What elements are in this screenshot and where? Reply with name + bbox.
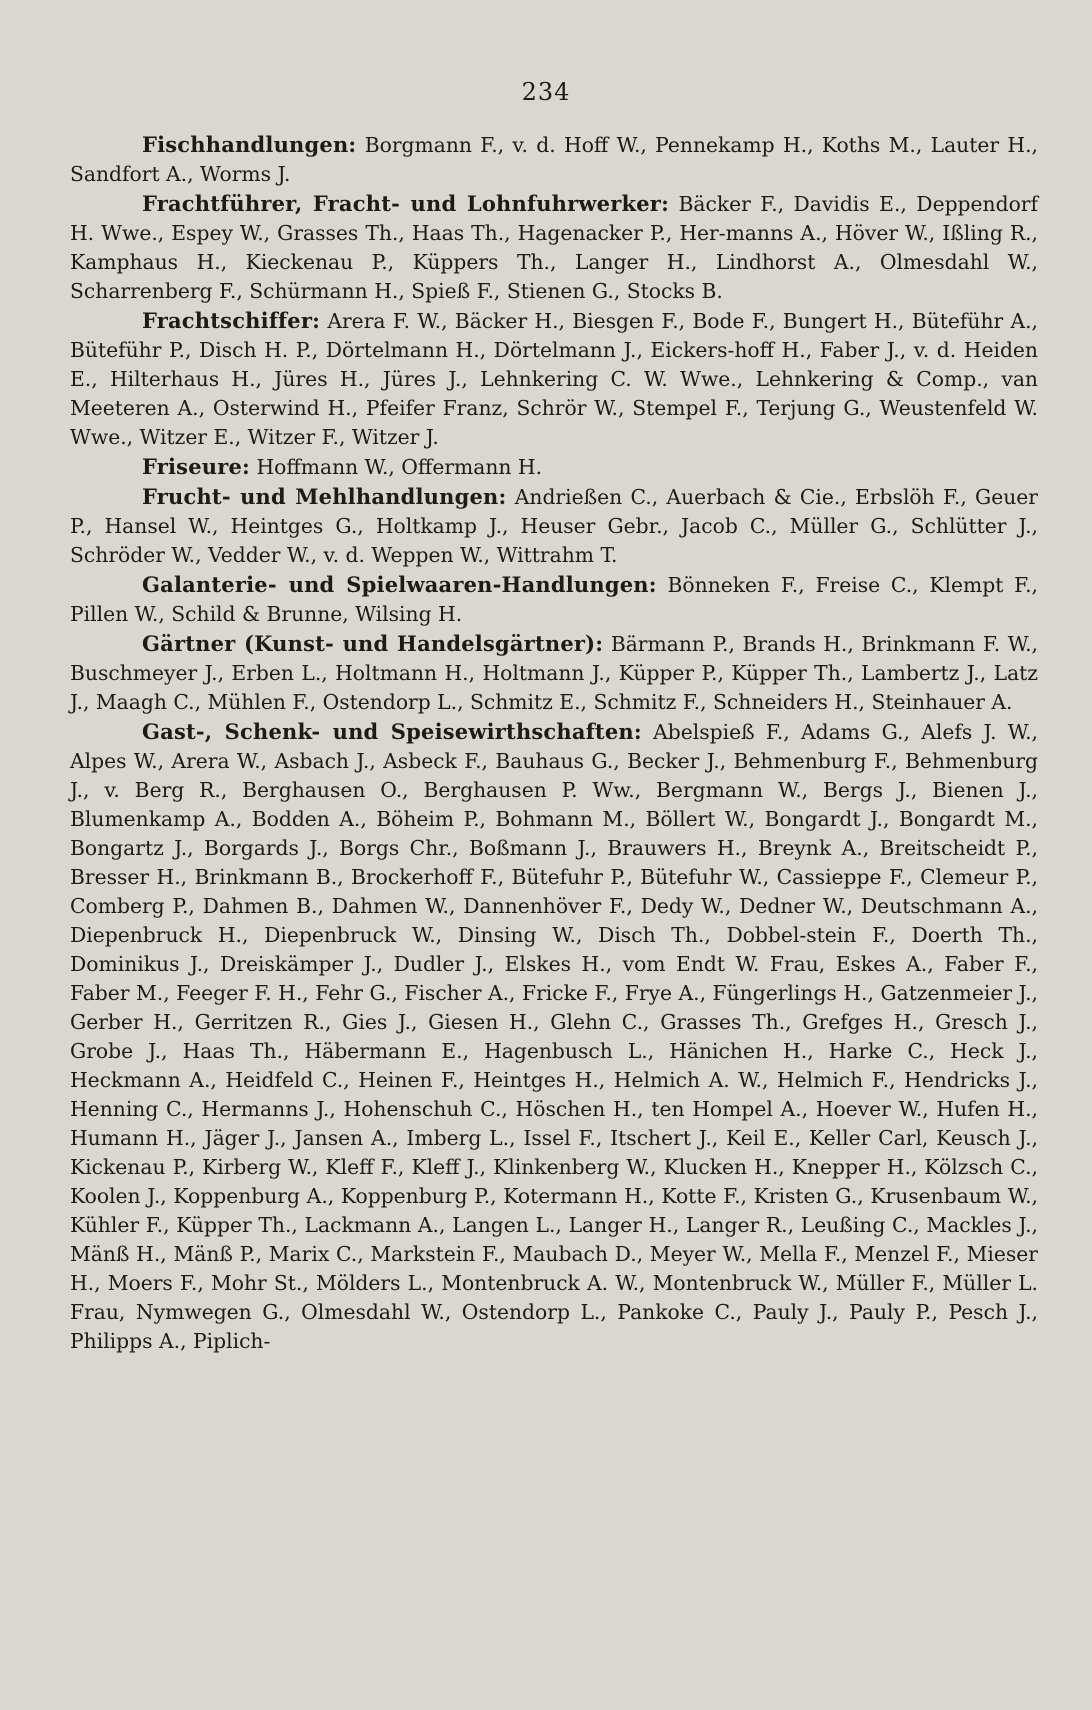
- category-listing: Hoffmann W., Offermann H.: [256, 455, 543, 479]
- directory-entry: [70, 130, 1038, 189]
- category-heading: Gärtner (Kunst- und Handelsgärtner):: [142, 631, 604, 656]
- category-listing: Abelspieß F., Adams G., Alefs J. W., Alpes W., Arera W., Asbach J., Asbeck F., Bauhaus G., Becker J., Behmenburg F., Behmenburg J., v. Berg R., Berghausen O., Berghausen P. Ww., Bergmann W., Bergs J., Bienen J., Blumenkamp A., Bodden A., Böheim P., Bohmann M., Böllert W., Bongardt J., Bongardt M., Bongartz J., Borgards J., Borgs Chr., Boßmann J., Brauwers H., Breynk A., Breitscheidt P., Bresser H., Brinkmann B., Brockerhoff F., Bütefuhr P., Bütefuhr W., Cassieppe F., Clemeur P., Comberg P., Dahmen B., Dahmen W., Dannenhöver F., Dedy W., Dedner W., Deutschmann A., Diepenbruck H., Diepenbruck W., Dinsing W., Disch Th., Dobbel-stein F., Doerth Th., Dominikus J., Dreiskämper J., Dudler J., Elskes H., vom Endt W. Frau, Eskes A., Faber F., Faber M., Feeger F. H., Fehr G., Fischer A., Fricke F., Frye A., Füngerlings H., Gatzenmeier J., Gerber H., Gerritzen R., Gies J., Giesen H., Glehn C., Grasses Th., Grefges H., Gresch J., Grobe J., Haas Th., Häbermann E., Hagenbusch L., Hänichen H., Harke C., Heck J., Heckmann A., Heidfeld C., Heinen F., Heintges H., Helmich A. W., Helmich F., Hendricks J., Henning C., Hermanns J., Hohenschuh C., Höschen H., ten Hompel A., Hoever W., Hufen H., Humann H., Jäger J., Jansen A., Imberg L., Issel F., Itschert J., Keil E., Keller Carl, Keusch J., Kickenau P., Kirberg W., Kleff F., Kleff J., Klinkenberg W., Klucken H., Knepper H., Kölzsch C., Koolen J., Koppenburg A., Koppenburg P., Kotermann H., Kotte F., Kristen G., Krusenbaum W., Kühler F., Küpper Th., Lackmann A., Langen L., Langer H., Langer R., Leußing C., Mackles J., Mänß H., Mänß P., Marix C., Markstein F., Maubach D., Meyer W., Mella F., Menzel F., Mieser H., Moers F., Mohr St., Mölders L., Montenbruck A. W., Montenbruck W., Müller F., Müller L. Frau, Nymwegen G., Olmesdahl W., Ostendorp L., Pankoke C., Pauly J., Pauly P., Pesch J., Philipps A., Piplich-: [70, 720, 1038, 1353]
- category-listing: Arera F. W., Bäcker H., Biesgen F., Bode F., Bungert H., Büteführ A., Büteführ P., Disch H. P., Dörtelmann H., Dörtelmann J., Eickers-hoff H., Faber J., v. d. Heiden E., Hilterhaus H., Jüres H., Jüres J., Lehnkering C. W. Wwe., Lehnkering & Comp., van Meeteren A., Osterwind H., Pfeifer Franz, Schrör W., Stempel F., Terjung G., Weustenfeld W. Wwe., Witzer E., Witzer F., Witzer J.: [70, 309, 1038, 449]
- directory-entry: [70, 482, 1038, 570]
- category-heading: Frucht- und Mehlhandlungen:: [142, 484, 507, 509]
- page-number: 234: [521, 78, 571, 106]
- category-heading: Friseure:: [142, 454, 251, 479]
- directory-entry: [70, 452, 1038, 482]
- directory-entry: [70, 717, 1038, 1356]
- category-listing: Bäcker F., Davidis E., Deppendorf H. Wwe., Espey W., Grasses Th., Haas Th., Hagenacker P., Her-manns A., Höver W., Ißling R., Kamphaus H., Kieckenau P., Küppers Th., Langer H., Lindhorst A., Olmesdahl W., Scharrenberg F., Schürmann H., Spieß F., Stienen G., Stocks B.: [70, 192, 1038, 303]
- category-listing: Bönneken F., Freise C., Klempt F., Pillen W., Schild & Brunne, Wilsing H.: [70, 573, 1038, 626]
- category-listing: Bärmann P., Brands H., Brinkmann F. W., Buschmeyer J., Erben L., Holtmann H., Holtmann J., Küpper P., Küpper Th., Lambertz J., Latz J., Maagh C., Mühlen F., Ostendorp L., Schmitz E., Schmitz F., Schneiders H., Steinhauer A.: [70, 632, 1038, 714]
- category-heading: Frachtschiffer:: [142, 308, 321, 333]
- category-heading: Galanterie- und Spielwaaren-Handlungen:: [142, 572, 657, 597]
- category-heading: Frachtführer, Fracht- und Lohnfuhrwerker:: [142, 191, 670, 216]
- category-listing: Andrießen C., Auerbach & Cie., Erbslöh F., Geuer P., Hansel W., Heintges G., Holtkamp J., Heuser Gebr., Jacob C., Müller G., Schlütter J., Schröder W., Vedder W., v. d. Weppen W., Wittrahm T.: [70, 485, 1038, 567]
- category-heading: Fischhandlungen:: [142, 132, 357, 157]
- directory-body: [70, 130, 1038, 1356]
- directory-entry: [70, 570, 1038, 629]
- category-heading: Gast-, Schenk- und Speisewirthschaften:: [142, 719, 642, 744]
- directory-entry: [70, 306, 1038, 452]
- directory-entry: [70, 629, 1038, 717]
- directory-entry: [70, 189, 1038, 306]
- category-listing: Borgmann F., v. d. Hoff W., Pennekamp H., Koths M., Lauter H., Sandfort A., Worms J.: [70, 133, 1039, 186]
